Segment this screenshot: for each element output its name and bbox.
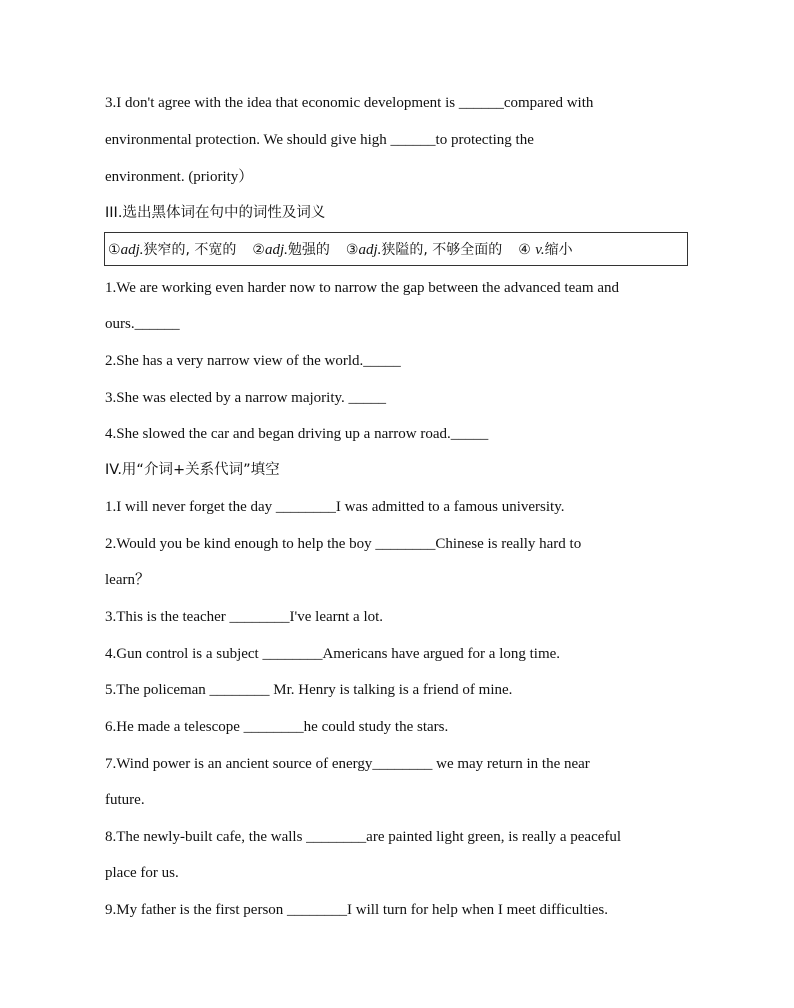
section-4-item-8: 8.The newly-built cafe, the walls ________are painted light green, is really a peaceful	[105, 829, 622, 845]
question-3-line-1: 3.I don't agree with the idea that economic development is ______compared with	[105, 95, 594, 111]
section-3-item-1-cont: ours.______	[105, 316, 180, 332]
section-3-item-3: 3.She was elected by a narrow majority. _____	[105, 390, 387, 406]
section-4-item-1: 1.I will never forget the day ________I was admitted to a famous university.	[105, 499, 565, 515]
section-3-heading: III.选出黑体词在句中的词性及词义	[105, 205, 326, 221]
section-4-item-4: 4.Gun control is a subject ________Americans have argued for a long time.	[105, 646, 561, 662]
section-4-item-2-cont: learn？	[105, 572, 150, 588]
section-4-item-9: 9.My father is the first person ________I will turn for help when I meet difficulties.	[105, 902, 608, 918]
options-box	[104, 232, 688, 266]
option-2: ②adj.勉强的	[252, 242, 330, 258]
question-3-line-2: environmental protection. We should give high ______to protecting the	[105, 132, 534, 148]
section-4-item-5: 5.The policeman ________ Mr. Henry is talking is a friend of mine.	[105, 682, 513, 698]
section-4-item-6: 6.He made a telescope ________he could study the stars.	[105, 719, 449, 735]
question-3-line-3: environment. (priority）	[105, 169, 254, 185]
section-4-item-8-cont: place for us.	[105, 865, 179, 881]
section-4-item-3: 3.This is the teacher ________I've learnt a lot.	[105, 609, 384, 625]
section-3-item-4: 4.She slowed the car and began driving up a narrow road._____	[105, 426, 489, 442]
section-4-heading: IV.用“介词+关系代词”填空	[105, 462, 280, 478]
option-1: ①adj.狭窄的, 不宽的	[108, 242, 237, 258]
section-3-item-1: 1.We are working even harder now to narrow the gap between the advanced team and	[105, 280, 619, 296]
section-4-item-7-cont: future.	[105, 792, 145, 808]
option-4: ④ v.缩小	[518, 242, 573, 258]
section-4-item-2: 2.Would you be kind enough to help the boy ________Chinese is really hard to	[105, 536, 582, 552]
option-3: ③adj.狭隘的, 不够全面的	[345, 242, 503, 258]
section-4-item-7: 7.Wind power is an ancient source of energy________ we may return in the near	[105, 756, 590, 772]
section-3-item-2: 2.She has a very narrow view of the world._____	[105, 353, 401, 369]
